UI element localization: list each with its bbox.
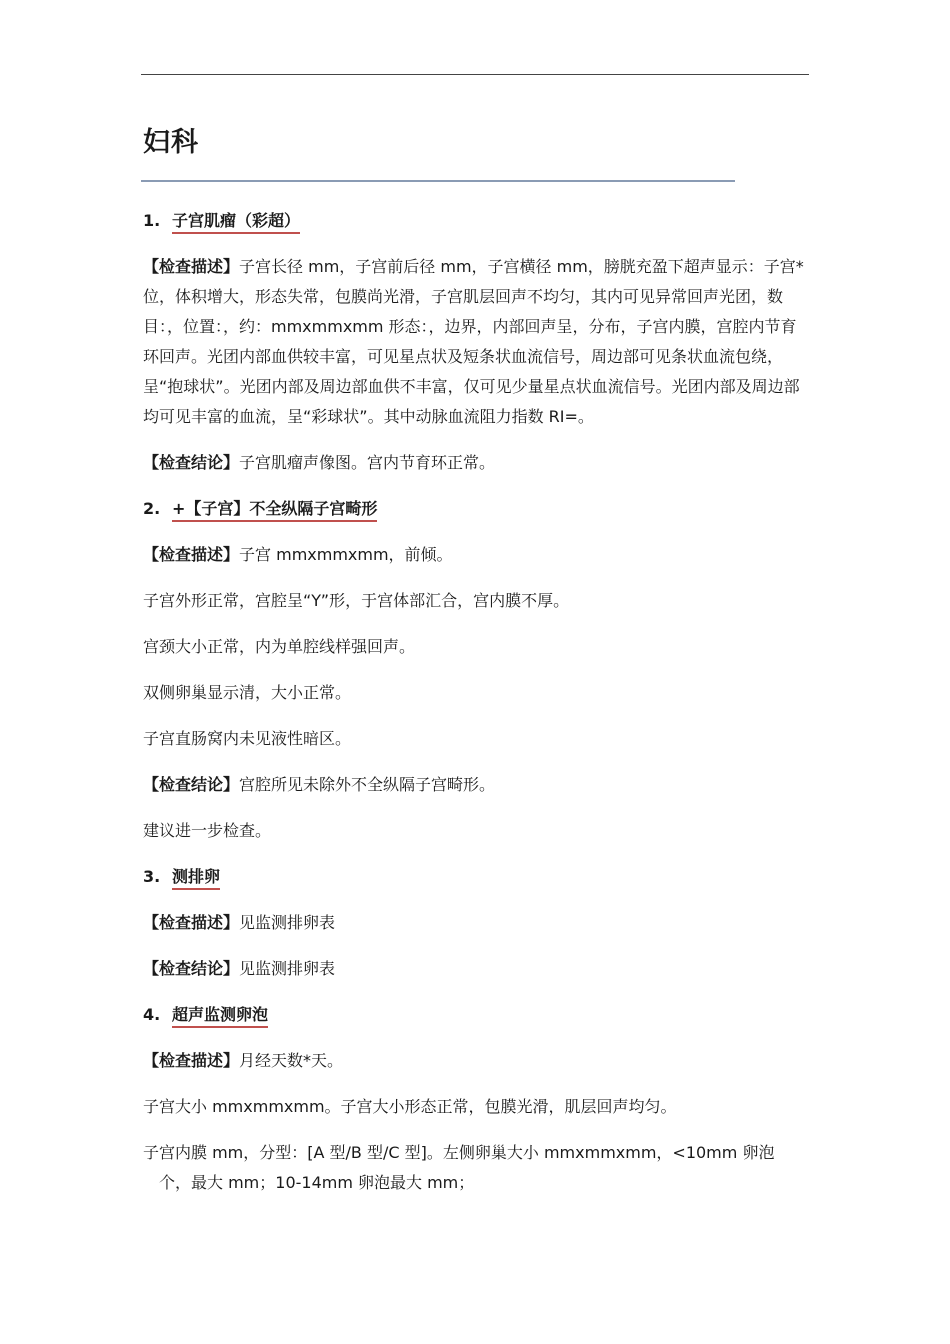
paragraph [143,448,809,478]
paragraph: 宫颈大小正常，内为单腔线样强回声。 [143,637,416,656]
section-heading-2 [143,494,809,524]
paragraph: 子宫大小 mmxmmxmm。子宫大小形态正常，包膜光滑，肌层回声均匀。 [143,1097,677,1116]
paragraph: 双侧卵巢显示清，大小正常。 [143,683,352,702]
paragraph: 子宫内膜 mm，分型：[A 型/B 型/C 型]。左侧卵巢大小 mmxmmxmm，<10mm 卵泡 个，最大 mm；10-14mm 卵泡最大 mm； [143,1143,775,1192]
section-heading-3 [143,862,809,892]
paragraph [143,954,809,984]
field-text: 子宫肌瘤声像图。宫内节育环正常。 [239,453,496,472]
field-label: 【检查结论】 [143,453,240,472]
paragraph: 子宫外形正常，宫腔呈“Y”形，于宫体部汇合，宫内膜不厚。 [143,591,570,610]
section-title: 超声监测卵泡 [172,1004,268,1028]
section-title: +【子宫】不全纵隔子宫畸形 [172,498,377,522]
title-rule [141,180,735,182]
paragraph [143,540,809,570]
section-number: 2. [143,499,161,518]
section-title: 测排卵 [172,866,220,890]
field-text: 见监测排卵表 [239,913,336,932]
paragraph [143,1046,809,1076]
field-text: 子宫 mmxmmxmm，前倾。 [239,545,453,564]
field-text: 见监测排卵表 [239,959,336,978]
section-title: 子宫肌瘤（彩超） [172,210,300,234]
header-rule [141,74,809,75]
document-content [143,200,809,1198]
field-label: 【检查结论】 [143,959,240,978]
field-text: 月经天数*天。 [239,1051,344,1070]
field-label: 【检查结论】 [143,775,240,794]
field-text: 宫腔所见未除外不全纵隔子宫畸形。 [239,775,496,794]
section-heading-1 [143,206,809,236]
field-label: 【检查描述】 [143,1051,240,1070]
paragraph [143,908,809,938]
paragraph: 建议进一步检查。 [143,821,272,840]
paragraph [143,252,809,432]
field-label: 【检查描述】 [143,257,240,276]
section-number: 3. [143,867,161,886]
section-number: 1. [143,211,161,230]
paragraph [143,770,809,800]
section-heading-4 [143,1000,809,1030]
section-number: 4. [143,1005,161,1024]
field-label: 【检查描述】 [143,913,240,932]
paragraph: 子宫直肠窝内未见液性暗区。 [143,729,352,748]
field-text: 子宫长径 mm，子宫前后径 mm，子宫横径 mm，膀胱充盈下超声显示：子宫*位，体积增大，形态失常，包膜尚光滑，子宫肌层回声不均匀，其内可见异常回声光团，数目：，位置：，约：mmxmmxmm 形态：，边界，内部回声呈，分布，子宫内膜，宫腔内节育环回声。光团内部血供较丰富，可见星点状及短条状血流信号，周边部可见条状血流包绕，呈“抱球状”。光团内部及周边部血供不丰富，仅可见少量星点状血流信号。光团内部及周边部均可见丰富的血流，呈“彩球状”。其中动脉血流阻力指数 RI=。 [143,257,804,426]
page-title: 妇科 [143,127,199,158]
field-label: 【检查描述】 [143,545,240,564]
